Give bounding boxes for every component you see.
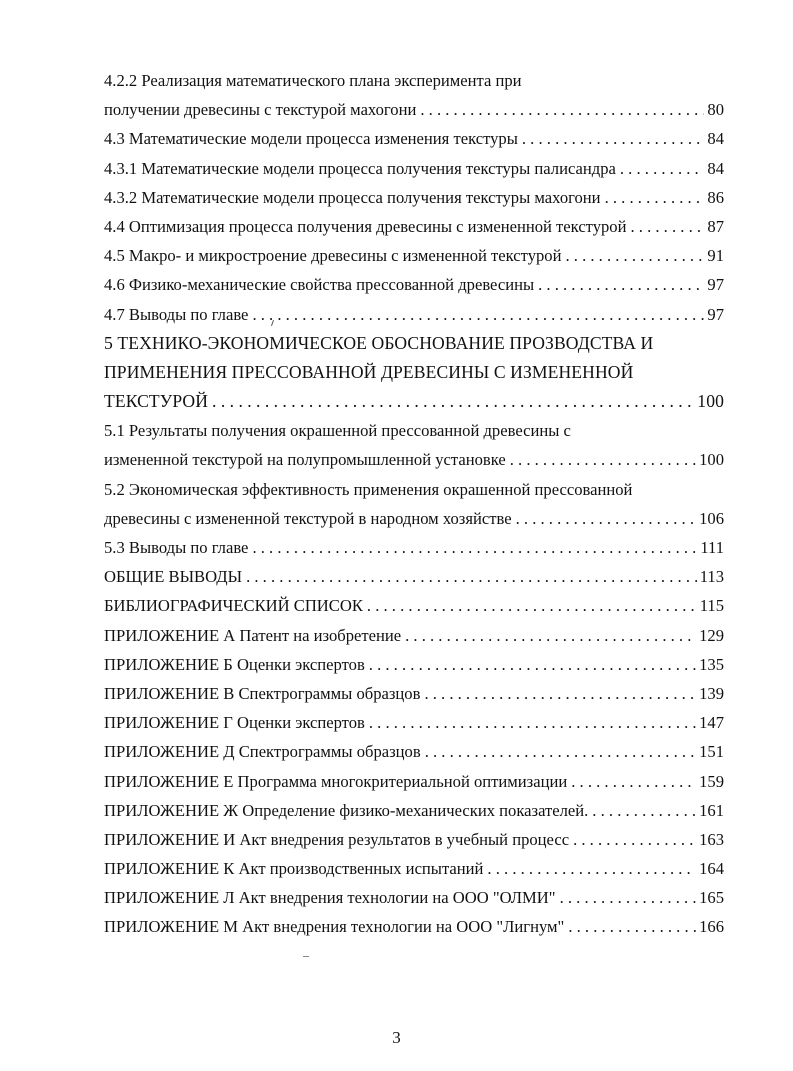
toc-entry-page: 97 — [707, 275, 724, 295]
toc-entry-page: 139 — [699, 683, 724, 703]
dot-leader — [516, 504, 697, 533]
toc-entry-appendix-l[interactable] — [104, 883, 724, 912]
toc-entry-title: 4.5 Макро- и микростроение древесины с измененной текстурой — [104, 246, 562, 266]
toc-chapter-5[interactable] — [104, 387, 724, 416]
toc-entry-4-3[interactable] — [104, 124, 724, 153]
table-of-contents — [104, 66, 724, 942]
toc-entry-page: 87 — [707, 216, 724, 236]
toc-entry-page: 113 — [699, 567, 724, 587]
dot-leader — [424, 679, 696, 708]
toc-entry-5-3[interactable] — [104, 533, 724, 562]
toc-entry-page: 147 — [699, 713, 724, 733]
toc-entry-bibliography[interactable] — [104, 591, 724, 620]
toc-entry-4-4[interactable] — [104, 212, 724, 241]
toc-entry-5-1[interactable] — [104, 445, 724, 474]
toc-entry-appendix-d[interactable] — [104, 737, 724, 766]
dot-leader — [560, 883, 697, 912]
dot-leader — [420, 95, 704, 124]
dot-leader — [425, 737, 696, 766]
dot-leader — [538, 270, 704, 299]
toc-entry-appendix-a[interactable] — [104, 621, 724, 650]
toc-entry-page: 84 — [707, 158, 724, 178]
toc-entry-page: 86 — [707, 187, 724, 207]
dot-leader — [620, 154, 705, 183]
toc-entry-appendix-i[interactable] — [104, 825, 724, 854]
dot-leader — [405, 621, 696, 650]
toc-entry-4-2-2[interactable] — [104, 95, 724, 124]
toc-entry-title: 4.3.1 Математические модели процесса получения текстуры палисандра — [104, 158, 616, 178]
toc-entry-page: 129 — [699, 625, 724, 645]
dot-leader — [565, 241, 704, 270]
page-number: 3 — [392, 1028, 401, 1047]
toc-entry-title: 4.3.2 Математические модели процесса получения текстуры махогони — [104, 187, 601, 207]
toc-entry-appendix-k[interactable] — [104, 854, 724, 883]
toc-chapter-5-line2: ПРИМЕНЕНИЯ ПРЕССОВАННОЙ ДРЕВЕСИНЫ С ИЗМЕНЕННОЙ — [104, 361, 634, 382]
toc-entry-title: ТЕКСТУРОЙ — [104, 391, 209, 412]
toc-entry-general-conclusions[interactable] — [104, 562, 724, 591]
dot-leader — [252, 533, 697, 562]
toc-entry-title: ПРИЛОЖЕНИЕ Л Акт внедрения технологии на ООО "ОЛМИ" — [104, 888, 556, 908]
toc-chapter-5-line1: 5 ТЕХНИКО-ЭКОНОМИЧЕСКОЕ ОБОСНОВАНИЕ ПРОЗВОДСТВА И — [104, 332, 654, 353]
dot-leader — [369, 650, 696, 679]
dot-leader — [592, 796, 696, 825]
toc-entry-page: 84 — [707, 129, 724, 149]
toc-entry-5-1-line1: 5.1 Результаты получения окрашенной прессованной древесины с — [104, 421, 571, 441]
toc-entry-title: ПРИЛОЖЕНИЕ Е Программа многокритериальной оптимизации — [104, 771, 568, 791]
toc-entry-appendix-v[interactable] — [104, 679, 724, 708]
toc-entry-title: древесины с измененной текстурой в народном хозяйстве — [104, 508, 512, 528]
dot-leader — [605, 183, 705, 212]
toc-entry-4-3-2[interactable] — [104, 183, 724, 212]
toc-entry-title: БИБЛИОГРАФИЧЕСКИЙ СПИСОК — [104, 596, 363, 616]
dot-leader — [212, 387, 694, 416]
toc-entry-title: 4.4 Оптимизация процесса получения древесины с измененной текстурой — [104, 216, 627, 236]
toc-entry-page: 100 — [697, 391, 724, 412]
dot-leader — [571, 767, 696, 796]
toc-entry-page: 100 — [699, 450, 724, 470]
toc-entry-title: ПРИЛОЖЕНИЕ К Акт производственных испытаний — [104, 859, 484, 879]
toc-entry-title: 4.7 Выводы по главе — [104, 304, 249, 324]
dot-leader — [630, 212, 704, 241]
scan-artifact — [303, 956, 309, 957]
toc-entry-appendix-m[interactable] — [104, 912, 724, 941]
toc-entry-4-3-1[interactable] — [104, 154, 724, 183]
toc-entry-title: ПРИЛОЖЕНИЕ Б Оценки экспертов — [104, 654, 365, 674]
toc-entry-page: 115 — [699, 596, 724, 616]
dot-leader — [487, 854, 696, 883]
toc-entry-page: 165 — [699, 888, 724, 908]
toc-entry-title: ПРИЛОЖЕНИЕ И Акт внедрения результатов в учебный процесс — [104, 829, 570, 849]
dot-leader — [246, 562, 697, 591]
toc-entry-title: 4.6 Физико-механические свойства прессованной древесины — [104, 275, 535, 295]
dot-leader — [367, 591, 697, 620]
toc-entry-page: 80 — [707, 100, 724, 120]
toc-entry-title: измененной текстурой на полупромышленной установке — [104, 450, 506, 470]
toc-entry-4-2-2-line1: 4.2.2 Реализация математического плана эксперимента при — [104, 71, 522, 90]
toc-entry-page: 106 — [699, 508, 724, 528]
toc-entry-page: 151 — [699, 742, 724, 762]
toc-entry-appendix-zh[interactable] — [104, 796, 724, 825]
toc-entry-5-2[interactable] — [104, 504, 724, 533]
toc-entry-page: 135 — [699, 654, 724, 674]
toc-entry-page: 97 — [707, 304, 724, 324]
toc-entry-page: 91 — [707, 246, 724, 266]
toc-entry-4-6[interactable] — [104, 270, 724, 299]
dot-leader — [369, 708, 696, 737]
toc-entry-title: ПРИЛОЖЕНИЕ М Акт внедрения технологии на ООО "Лигнум" — [104, 917, 565, 937]
toc-entry-page: 111 — [700, 538, 724, 557]
dot-leader — [522, 124, 705, 153]
toc-entry-appendix-b[interactable] — [104, 650, 724, 679]
toc-entry-appendix-e[interactable] — [104, 767, 724, 796]
toc-entry-page: 164 — [699, 859, 724, 879]
toc-entry-title: 5.3 Выводы по главе — [104, 538, 249, 557]
toc-entry-4-7[interactable] — [104, 300, 724, 329]
dot-leader — [252, 300, 704, 329]
toc-entry-title: ПРИЛОЖЕНИЕ Д Спектрограммы образцов — [104, 742, 421, 762]
toc-entry-title: получении древесины с текстурой махогони — [104, 100, 417, 120]
toc-entry-page: 166 — [699, 917, 724, 937]
dot-leader — [510, 445, 696, 474]
dot-leader — [573, 825, 696, 854]
toc-entry-page: 161 — [699, 800, 724, 820]
toc-entry-title: ОБЩИЕ ВЫВОДЫ — [104, 567, 243, 587]
toc-entry-title: 4.3 Математические модели процесса изменения текстуры — [104, 129, 518, 149]
toc-entry-page: 159 — [699, 771, 724, 791]
toc-entry-5-2-line1: 5.2 Экономическая эффективность применения окрашенной прессованной — [104, 479, 633, 499]
toc-entry-title: ПРИЛОЖЕНИЕ А Патент на изобретение — [104, 625, 402, 645]
toc-entry-page: 163 — [699, 829, 724, 849]
toc-entry-title: ПРИЛОЖЕНИЕ Г Оценки экспертов — [104, 713, 365, 733]
toc-entry-appendix-g[interactable] — [104, 708, 724, 737]
toc-entry-title: ПРИЛОЖЕНИЕ В Спектрограммы образцов — [104, 683, 421, 703]
dot-leader — [568, 912, 696, 941]
toc-entry-4-5[interactable] — [104, 241, 724, 270]
toc-entry-title: ПРИЛОЖЕНИЕ Ж Определение физико-механических показателей. — [104, 800, 589, 820]
